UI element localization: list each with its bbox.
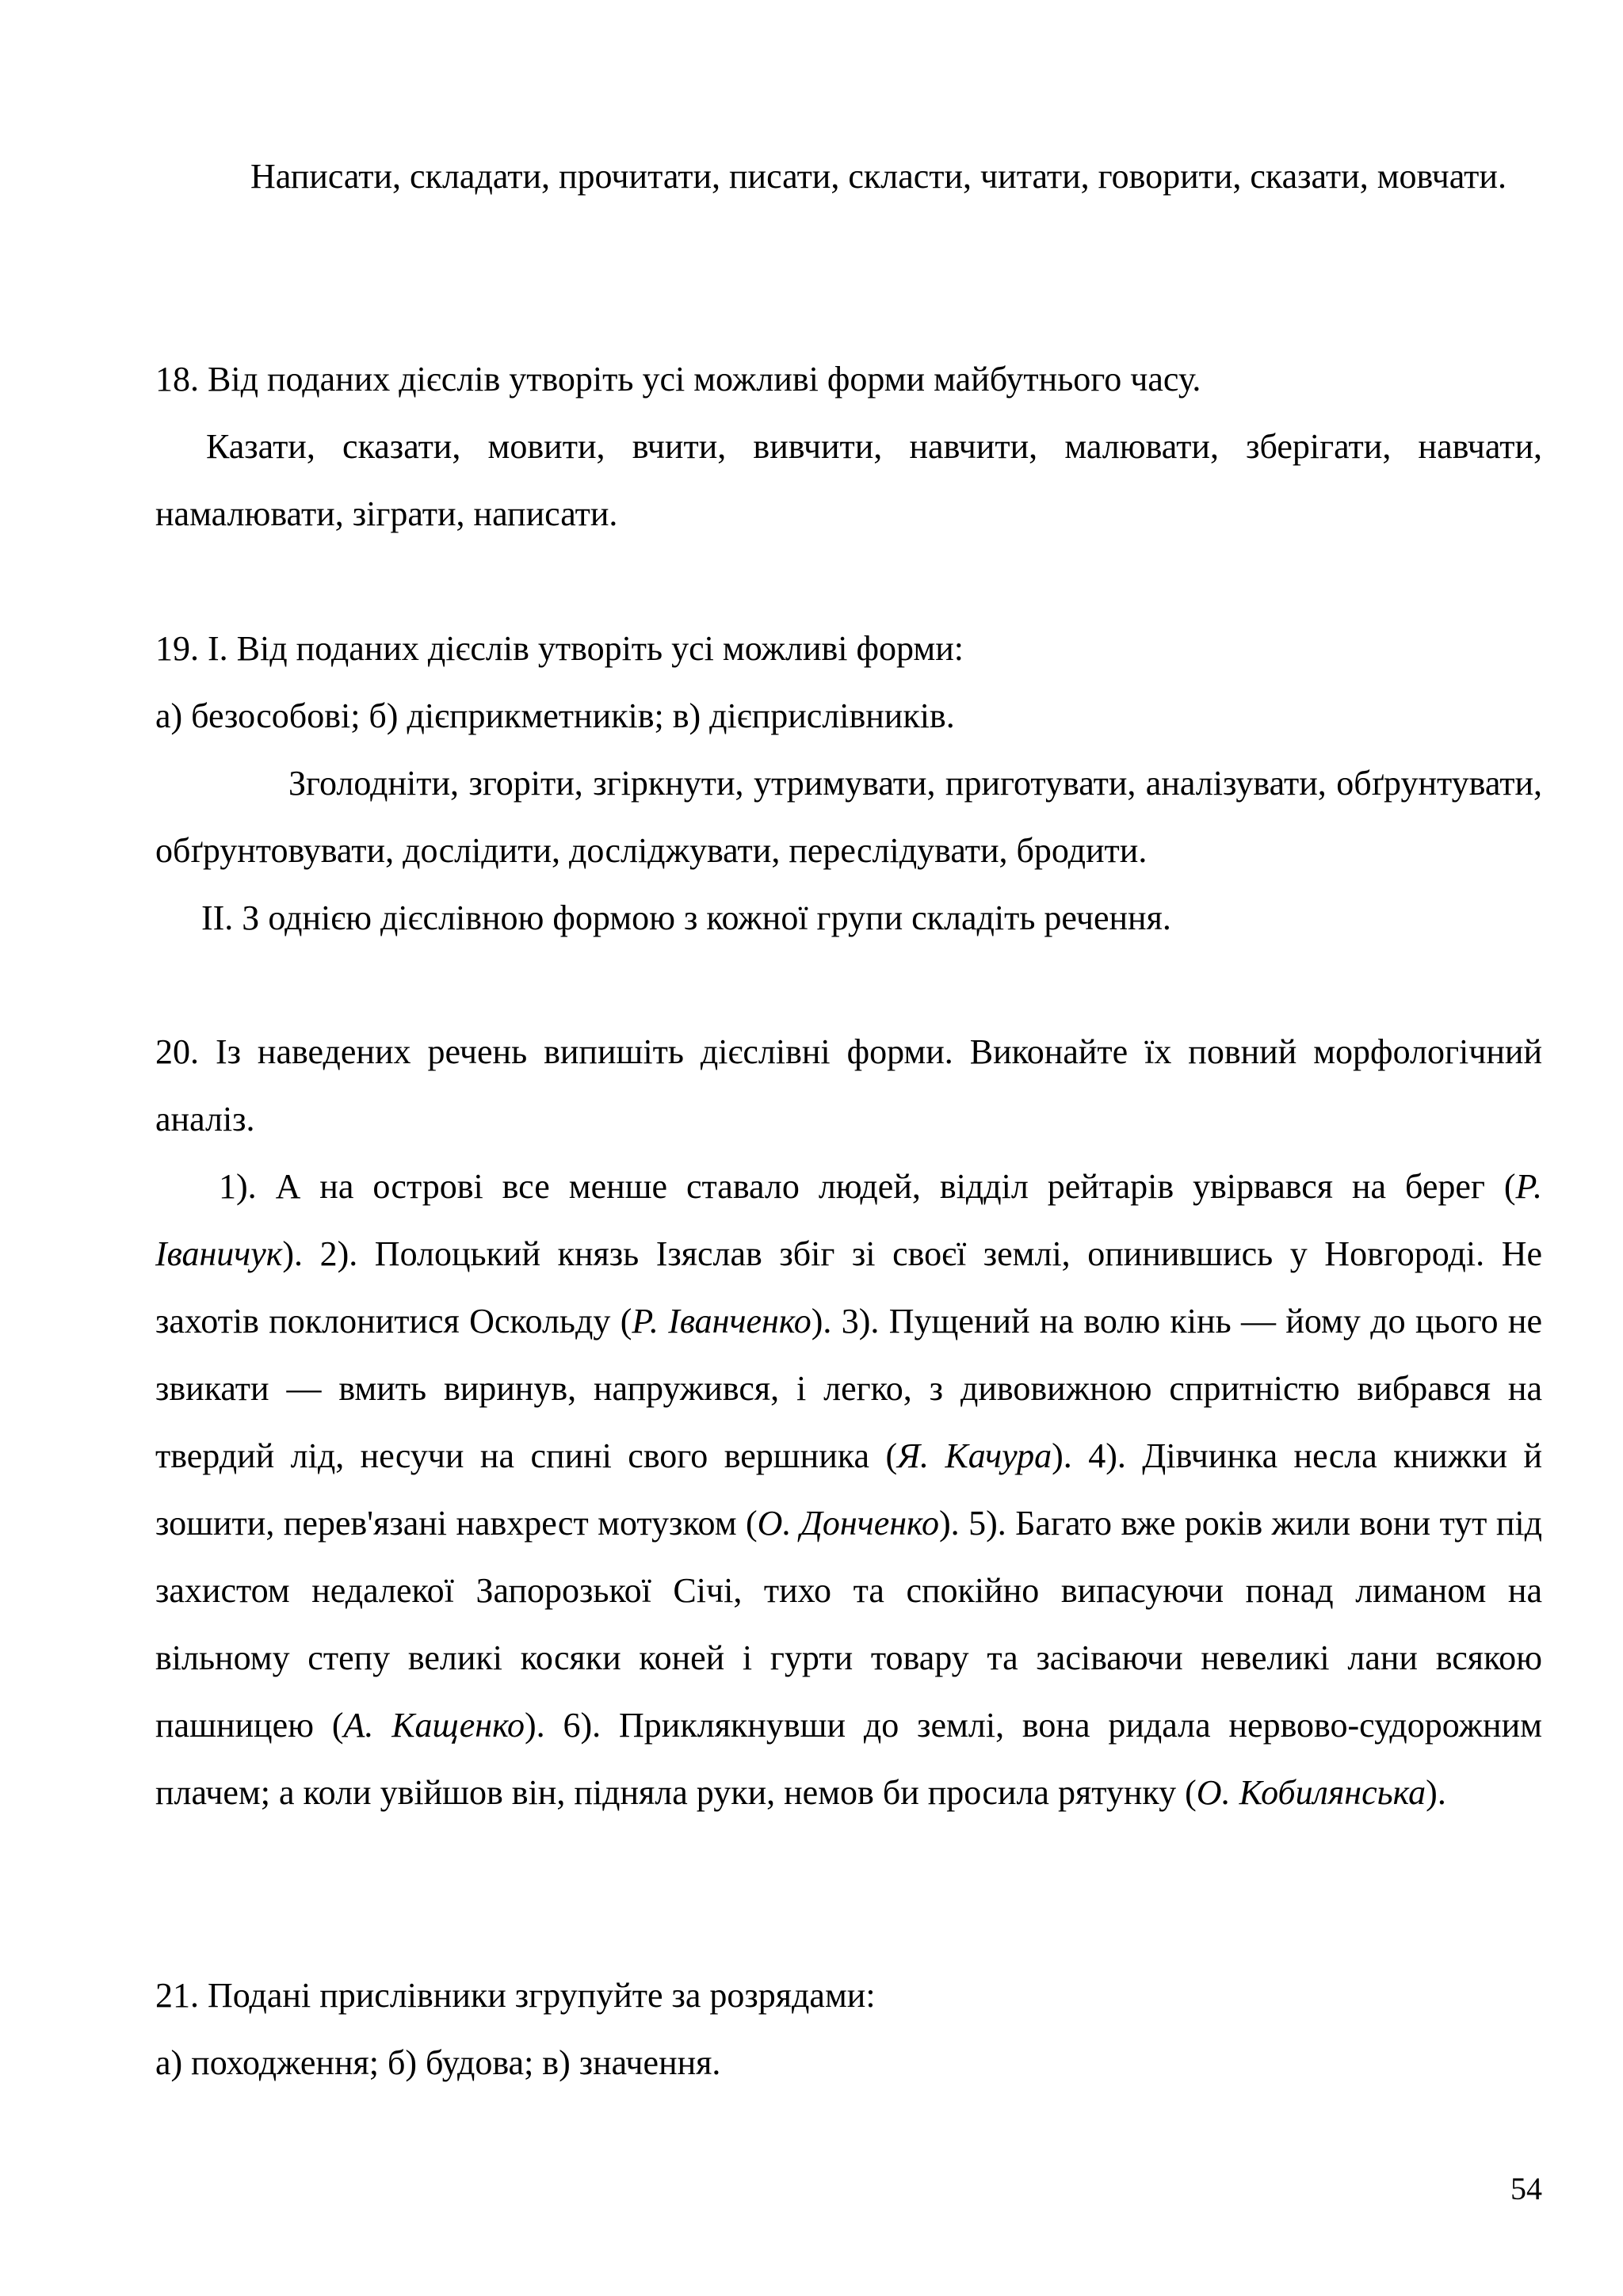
author-ivanchenko: Р. Іванченко bbox=[632, 1302, 812, 1341]
author-kachura: Я. Качура bbox=[897, 1436, 1052, 1475]
exercise-20-title: 20. Із наведених речень випишіть дієслівні форми. Виконайте їх повний морфологічний аналіз. bbox=[155, 1032, 1542, 1138]
author-kashchenko: А. Кащенко bbox=[343, 1706, 525, 1745]
ex20-sentence-4: ). 4). Дівчинка несла книжки й зошити, перев'язані навхрест мотузком ( bbox=[155, 1436, 1543, 1543]
exercise-18-words: Казати, сказати, мовити, вчити, вивчити, навчити, малювати, зберігати, навчати, намалювати, зіграти, написати. bbox=[155, 427, 1542, 533]
verb-list-paragraph: Написати, складати, прочитати, писати, скласти, читати, говорити, сказати, мовчати. bbox=[250, 157, 1507, 196]
ex20-sentence-6: ). 6). Приклякнувши до землі, вона ридала нервово-судорожним плачем; а коли увійшов він, підняла руки, немов би просила рятунку ( bbox=[155, 1706, 1542, 1812]
page-number: 54 bbox=[1510, 2171, 1542, 2206]
exercise-19-options: а) безособові; б) дієприкметників; в) дієприслівників. bbox=[155, 696, 955, 735]
exercise-19-words: Зголодніти, згоріти, згіркнути, утримувати, приготувати, аналізувати, обґрунтувати, обґрунтовувати, дослідити, досліджувати, переслідувати, бродити. bbox=[155, 764, 1542, 870]
ex20-sentence-5: ). 5). Багато вже років жили вони тут під захистом недалекої Запорозької Січі, тихо та спокійно випасуючи понад лиманом на вільному степу великі косяки коней і гурти товару та засіваючи невеликі лани всякою пашницею ( bbox=[155, 1504, 1542, 1745]
ex20-sentence-1: 1). А на острові все менше ставало людей, відділ рейтарів увірвався на берег ( bbox=[219, 1167, 1516, 1206]
ex20-sentence-3: ). 3). Пущений на волю кінь — йому до цього не звикати — вмить виринув, напружився, і легко, з дивовижною спритністю вибрався на твердий лід, несучи на спині свого вершника ( bbox=[155, 1302, 1542, 1475]
exercise-21-title: 21. Подані прислівники згрупуйте за розрядами: bbox=[155, 1976, 876, 2015]
author-ivanychuk: Р. Іваничук bbox=[155, 1167, 1542, 1273]
exercise-20-text bbox=[155, 1153, 1542, 1826]
exercise-18-title: 18. Від поданих дієслів утворіть усі можливі форми майбутнього часу. bbox=[155, 360, 1201, 399]
ex20-sentence-end: ). bbox=[1426, 1773, 1446, 1812]
exercise-19-part-2: ІІ. З однією дієслівною формою з кожної групи складіть речення. bbox=[201, 898, 1171, 937]
exercise-21-options: а) походження; б) будова; в) значення. bbox=[155, 2043, 721, 2082]
exercise-19-title: 19. І. Від поданих дієслів утворіть усі можливі форми: bbox=[155, 629, 964, 668]
author-kobylianska: О. Кобилянська bbox=[1196, 1773, 1426, 1812]
ex20-sentence-2: ). 2). Полоцький князь Ізяслав збіг зі своєї землі, опинившись у Новгороді. Не захотів поклонитися Оскольду ( bbox=[155, 1234, 1542, 1341]
author-donchenko: О. Донченко bbox=[757, 1504, 939, 1543]
